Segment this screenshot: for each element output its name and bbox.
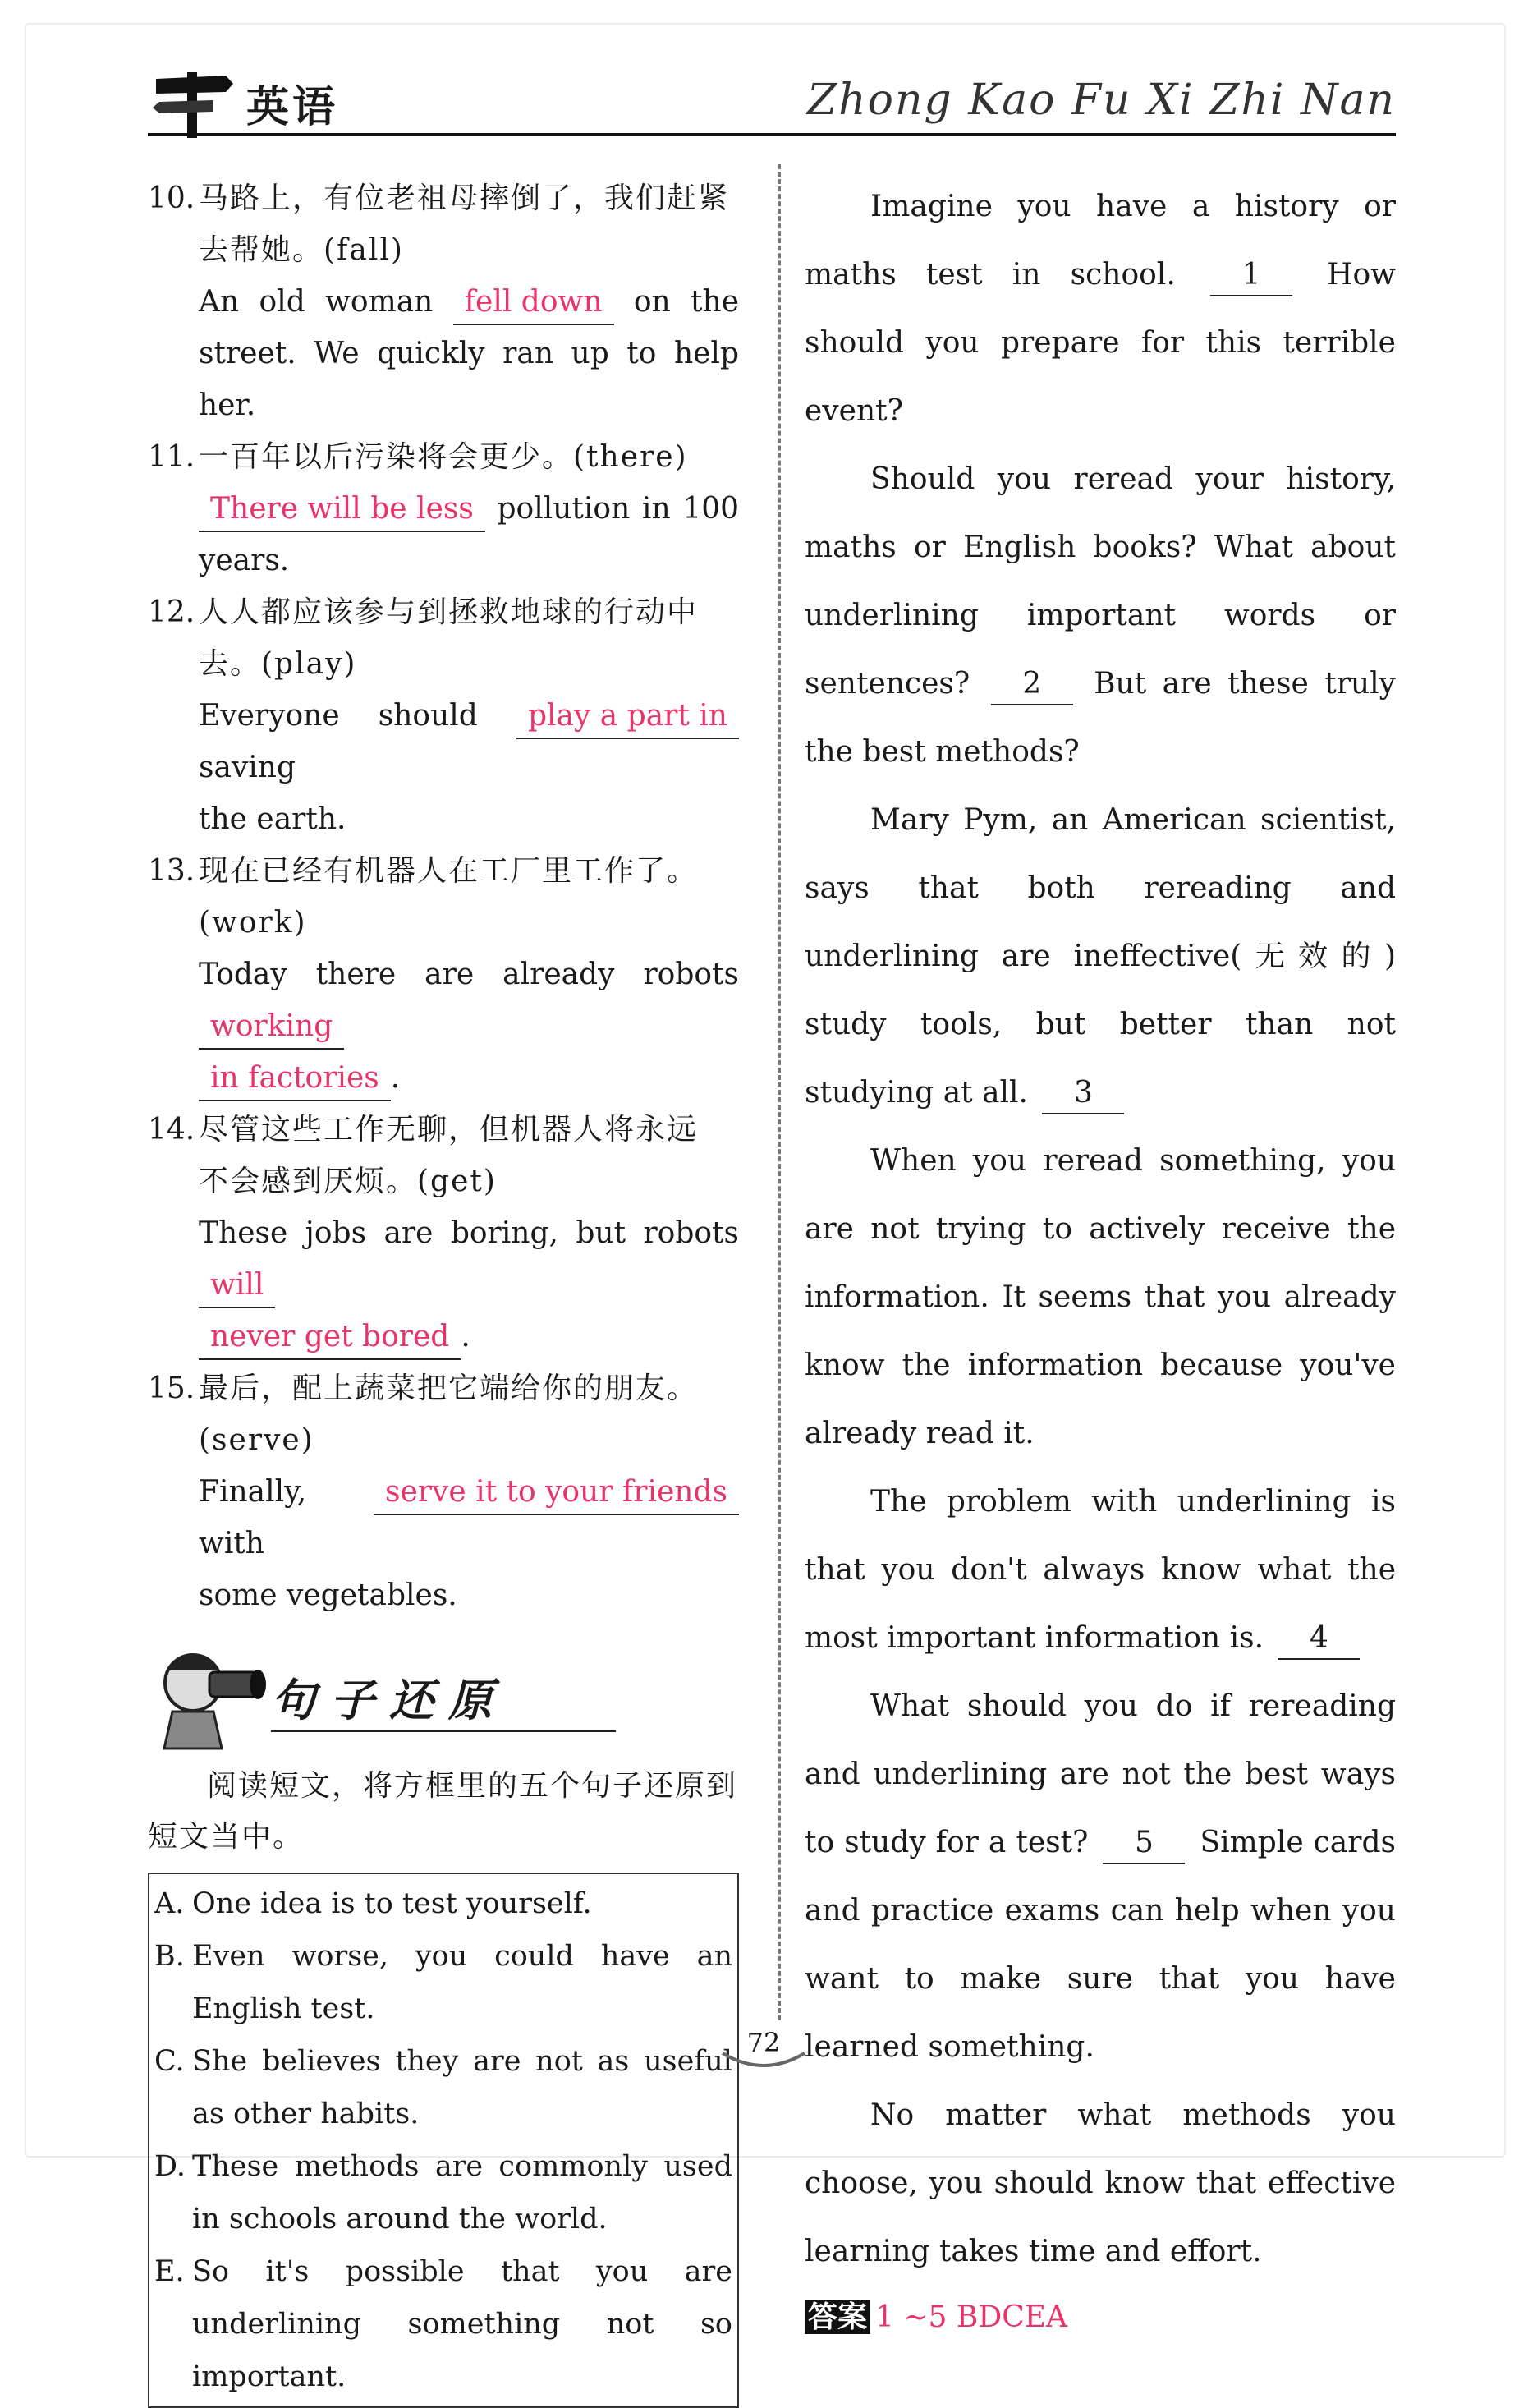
question-item bbox=[148, 1104, 739, 1363]
question-english: Finally, serve it to your friends with bbox=[148, 1466, 739, 1569]
question-number: 11. bbox=[148, 440, 195, 474]
option-text: These methods are commonly used in schools around the world. bbox=[192, 2150, 732, 2236]
passage-blank: 4 bbox=[1278, 1619, 1360, 1660]
question-english-cont: the earth. bbox=[199, 802, 346, 836]
header-rule bbox=[148, 133, 1396, 136]
answer-blank: working bbox=[199, 1005, 344, 1050]
passage-paragraph: No matter what methods you choose, you should know that effective learning takes time and effort. bbox=[805, 2098, 1396, 2268]
option-item bbox=[154, 1877, 732, 1930]
question-number: 15. bbox=[148, 1372, 195, 1405]
question-chinese: 一百年以后污染将会更少。(there) bbox=[199, 440, 688, 474]
reading-passage bbox=[805, 172, 1396, 2286]
answer-blank: play a part in bbox=[516, 695, 739, 739]
passage-blank: 2 bbox=[991, 664, 1073, 705]
question-english-cont: in factories . bbox=[148, 1052, 739, 1104]
question-item bbox=[148, 1363, 739, 1621]
option-item bbox=[154, 2035, 732, 2140]
answer-blank: will bbox=[199, 1264, 275, 1308]
answer-text: 1 ~5 BDCEA bbox=[875, 2300, 1068, 2334]
passage-paragraph: When you reread something, you are not trying to actively receive the information. It seems that you already know the information because you've already read it. bbox=[805, 1144, 1396, 1450]
question-chinese: 现在已经有机器人在工厂里工作了。 bbox=[199, 854, 699, 888]
section-instruction: 阅读短文，将方框里的五个句子还原到短文当中。 bbox=[148, 1769, 738, 1854]
left-column bbox=[148, 172, 739, 2408]
section-title: 句子还原 bbox=[271, 1674, 507, 1726]
signpost-icon bbox=[148, 64, 238, 138]
answer-blank-cont: in factories bbox=[199, 1057, 391, 1101]
question-item bbox=[148, 172, 739, 431]
option-item bbox=[154, 2140, 732, 2245]
option-label: B. bbox=[154, 1940, 185, 1973]
column-divider bbox=[778, 164, 781, 2020]
translation-questions bbox=[148, 172, 739, 1621]
question-number: 10. bbox=[148, 182, 195, 215]
question-item bbox=[148, 586, 739, 845]
question-english: An old woman fell down on the bbox=[148, 276, 739, 328]
answer-blank: serve it to your friends bbox=[374, 1471, 739, 1515]
question-number: 12. bbox=[148, 595, 195, 629]
options-box bbox=[148, 1873, 739, 2408]
answer-tag: 答案 bbox=[805, 2300, 870, 2334]
page-number: 72 bbox=[746, 2027, 781, 2058]
question-item bbox=[148, 431, 739, 586]
question-english-cont: some vegetables. bbox=[199, 1579, 457, 1612]
question-chinese: 尽管这些工作无聊，但机器人将永远 bbox=[199, 1113, 699, 1147]
option-text: So it's possible that you are underlining something not so important. bbox=[192, 2255, 732, 2393]
answer-line bbox=[805, 2294, 1396, 2336]
option-label: A. bbox=[154, 1887, 185, 1920]
question-chinese: (serve) bbox=[199, 1423, 314, 1457]
passage-blank: 3 bbox=[1042, 1073, 1124, 1114]
book-title: Zhong Kao Fu Xi Zhi Nan bbox=[807, 76, 1396, 125]
right-column bbox=[805, 172, 1396, 2336]
question-number: 14. bbox=[148, 1113, 195, 1147]
section-title-underline bbox=[271, 1730, 616, 1732]
question-english: These jobs are boring, but robots will bbox=[148, 1207, 739, 1311]
passage-paragraph: Imagine you have a history or maths test in school. 1 How should you prepare for this terrible event? bbox=[805, 190, 1396, 428]
question-english: There will be less pollution in 100 bbox=[148, 483, 739, 535]
passage-paragraph: What should you do if rereading and underlining are not the best ways to study for a test? 5 Simple cards and practice exams can help when you want to make sure that you have learned something. bbox=[805, 1689, 1397, 2064]
telescope-kid-icon bbox=[148, 1638, 271, 1753]
subject-label: 英语 bbox=[246, 82, 339, 132]
question-english-cont: street. We quickly ran up to help her. bbox=[199, 337, 739, 422]
question-chinese: 去帮她。(fall) bbox=[199, 233, 404, 267]
question-chinese: 不会感到厌烦。(get) bbox=[199, 1165, 497, 1198]
option-text: She believes they are not as useful as other habits. bbox=[192, 2045, 732, 2130]
question-english: Today there are already robots working bbox=[148, 949, 739, 1052]
question-english-cont: never get bored . bbox=[148, 1311, 739, 1363]
answer-blank-cont: never get bored bbox=[199, 1316, 461, 1360]
passage-paragraph: Should you reread your history, maths or English books? What about underlining important words or sentences? 2 But are these truly the best methods? bbox=[805, 462, 1396, 769]
page-number-ornament bbox=[718, 2049, 809, 2074]
option-label: C. bbox=[154, 2045, 185, 2078]
question-chinese: (work) bbox=[199, 906, 307, 940]
option-text: Even worse, you could have an English test. bbox=[192, 1940, 732, 2025]
passage-paragraph: Mary Pym, an American scientist, says that both rereading and underlining are ineffective(无效的) study tools, but better than not studying at all. 3 bbox=[805, 786, 1396, 1127]
question-chinese: 去。(play) bbox=[199, 647, 357, 681]
section-header bbox=[148, 1638, 739, 1761]
question-chinese: 马路上，有位老祖母摔倒了，我们赶紧 bbox=[199, 182, 730, 215]
option-item bbox=[154, 1930, 732, 2035]
question-chinese: 人人都应该参与到拯救地球的行动中 bbox=[199, 595, 699, 629]
passage-paragraph: The problem with underlining is that you don't always know what the most important information is. 4 bbox=[805, 1468, 1396, 1672]
passage-blank: 5 bbox=[1103, 1823, 1185, 1864]
option-item bbox=[154, 2245, 732, 2403]
question-english-cont: years. bbox=[199, 544, 290, 577]
question-number: 13. bbox=[148, 854, 195, 888]
question-item bbox=[148, 845, 739, 1104]
answer-blank: There will be less bbox=[199, 488, 485, 532]
option-text: One idea is to test yourself. bbox=[192, 1887, 592, 1920]
option-label: D. bbox=[154, 2150, 186, 2183]
option-label: E. bbox=[154, 2255, 185, 2288]
question-english: Everyone should play a part in saving bbox=[148, 690, 739, 793]
passage-blank: 1 bbox=[1210, 255, 1292, 296]
answer-blank: fell down bbox=[453, 281, 614, 325]
question-chinese: 最后，配上蔬菜把它端给你的朋友。 bbox=[199, 1372, 699, 1405]
